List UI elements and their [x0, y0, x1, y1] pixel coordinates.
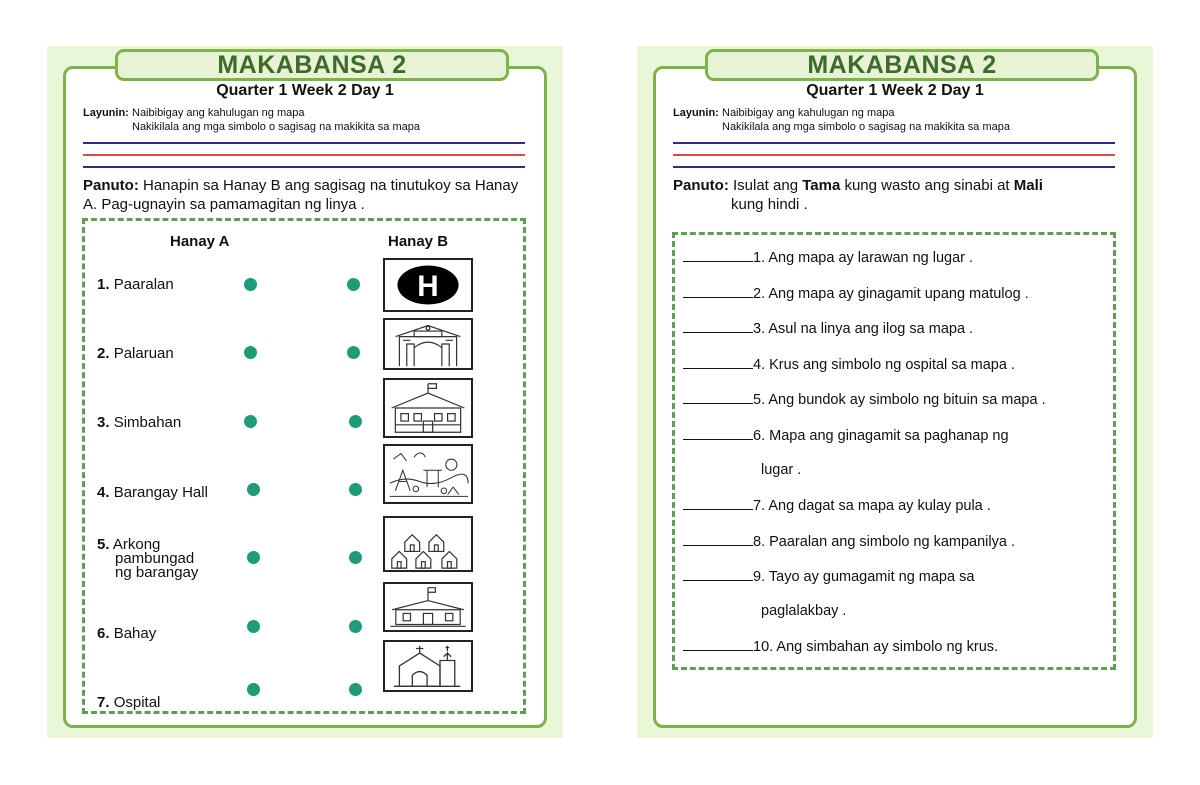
- answer-blank[interactable]: [683, 285, 753, 298]
- match-dot-a[interactable]: [247, 683, 260, 696]
- column-b-header: Hanay B: [388, 233, 449, 250]
- statement-row: 5. Ang bundok ay simbolo ng bituin sa mapa .: [683, 391, 1046, 408]
- statement-continuation: paglalakbay .: [761, 603, 847, 619]
- match-dot-b[interactable]: [349, 483, 362, 496]
- statement-row: 8. Paaralan ang simbolo ng kampanilya .: [683, 533, 1015, 550]
- match-dot-b[interactable]: [349, 620, 362, 633]
- answer-blank[interactable]: [683, 427, 753, 440]
- match-dot-a[interactable]: [244, 278, 257, 291]
- answer-blank[interactable]: [683, 356, 753, 369]
- objectives-label: Layunin:: [673, 107, 719, 119]
- statement-continuation: lugar .: [761, 462, 802, 478]
- column-a-header: Hanay A: [170, 233, 230, 250]
- answer-blank[interactable]: [683, 320, 753, 333]
- objective-line-2: Nakikilala ang mga simbolo o sagisag na makikita sa mapa: [722, 121, 1010, 133]
- statement-row: 3. Asul na linya ang ilog sa mapa .: [683, 320, 973, 337]
- statement-row: 4. Krus ang simbolo ng ospital sa mapa .: [683, 356, 1015, 373]
- statement-row: 6. Mapa ang ginagamit sa paghanap ng: [683, 427, 1009, 444]
- directions-label: Panuto:: [83, 177, 139, 194]
- houses-icon: [383, 516, 473, 572]
- worksheet-true-false: [637, 46, 1153, 738]
- column-a-item: 4. Barangay Hall: [97, 484, 208, 501]
- objective-line-1: Naibibigay ang kahulugan ng mapa: [132, 107, 305, 119]
- match-dot-b[interactable]: [349, 683, 362, 696]
- directions: Panuto: Isulat ang Tama kung wasto ang sinabi at Mali kung hindi .: [673, 177, 1043, 213]
- statement-row: 1. Ang mapa ay larawan ng lugar .: [683, 249, 973, 266]
- answer-blank[interactable]: [683, 533, 753, 546]
- match-dot-a[interactable]: [244, 415, 257, 428]
- column-a-item: 2. Palaruan: [97, 345, 174, 362]
- school-building-icon: [383, 378, 473, 438]
- match-dot-a[interactable]: [247, 551, 260, 564]
- directions: [83, 176, 528, 214]
- worksheet-matching: [47, 46, 563, 738]
- objective-line-2: Nakikilala ang mga simbolo o sagisag na makikita sa mapa: [132, 121, 420, 133]
- playground-icon: [383, 444, 473, 504]
- answer-blank[interactable]: [683, 638, 753, 651]
- objective-line-1: Naibibigay ang kahulugan ng mapa: [722, 107, 895, 119]
- match-dot-b[interactable]: [349, 415, 362, 428]
- worksheet-banner: MAKABANSA 2: [705, 49, 1099, 81]
- objectives: [83, 106, 420, 134]
- objectives-label: Layunin:: [83, 107, 129, 119]
- match-dot-a[interactable]: [247, 620, 260, 633]
- answer-blank[interactable]: [683, 568, 753, 581]
- answer-blank[interactable]: [683, 497, 753, 510]
- divider-blue: [83, 166, 525, 168]
- answer-blank[interactable]: [683, 391, 753, 404]
- divider-red: [673, 154, 1115, 156]
- match-dot-b[interactable]: [347, 278, 360, 291]
- statement-row: 2. Ang mapa ay ginagamit upang matulog .: [683, 285, 1029, 302]
- answer-blank[interactable]: [683, 249, 753, 262]
- statement-row: 10. Ang simbahan ay simbolo ng krus.: [683, 638, 998, 655]
- barangay-hall-icon: [383, 582, 473, 632]
- hospital-icon: [383, 258, 473, 312]
- divider-red: [83, 154, 525, 156]
- column-a-item: 7. Ospital: [97, 694, 161, 711]
- column-a-item: 1. Paaralan: [97, 276, 174, 293]
- directions-label: Panuto:: [673, 177, 729, 194]
- directions-text: Hanapin sa Hanay B ang sagisag na tinutukoy sa Hanay A. Pag-ugnayin sa pamamagitan ng linya .: [83, 177, 519, 213]
- divider-blue: [83, 142, 525, 144]
- match-dot-b[interactable]: [347, 346, 360, 359]
- divider-blue: [673, 166, 1115, 168]
- statement-row: 9. Tayo ay gumagamit ng mapa sa: [683, 568, 974, 585]
- objectives: [673, 106, 1010, 134]
- column-a-item: 6. Bahay: [97, 625, 157, 642]
- worksheet-banner: MAKABANSA 2: [115, 49, 509, 81]
- statement-row: 7. Ang dagat sa mapa ay kulay pula .: [683, 497, 991, 514]
- column-a-item: 3. Simbahan: [97, 414, 182, 431]
- church-icon: [383, 640, 473, 692]
- worksheet-subtitle: Quarter 1 Week 2 Day 1: [216, 82, 394, 99]
- worksheet-subtitle: Quarter 1 Week 2 Day 1: [806, 82, 984, 99]
- divider-blue: [673, 142, 1115, 144]
- match-dot-b[interactable]: [349, 551, 362, 564]
- match-dot-a[interactable]: [247, 483, 260, 496]
- svg-text:H: H: [417, 270, 439, 304]
- arch-gate-icon: [383, 318, 473, 370]
- match-dot-a[interactable]: [244, 346, 257, 359]
- column-a-item: 5. Arkong pambungad ng barangay: [97, 536, 199, 581]
